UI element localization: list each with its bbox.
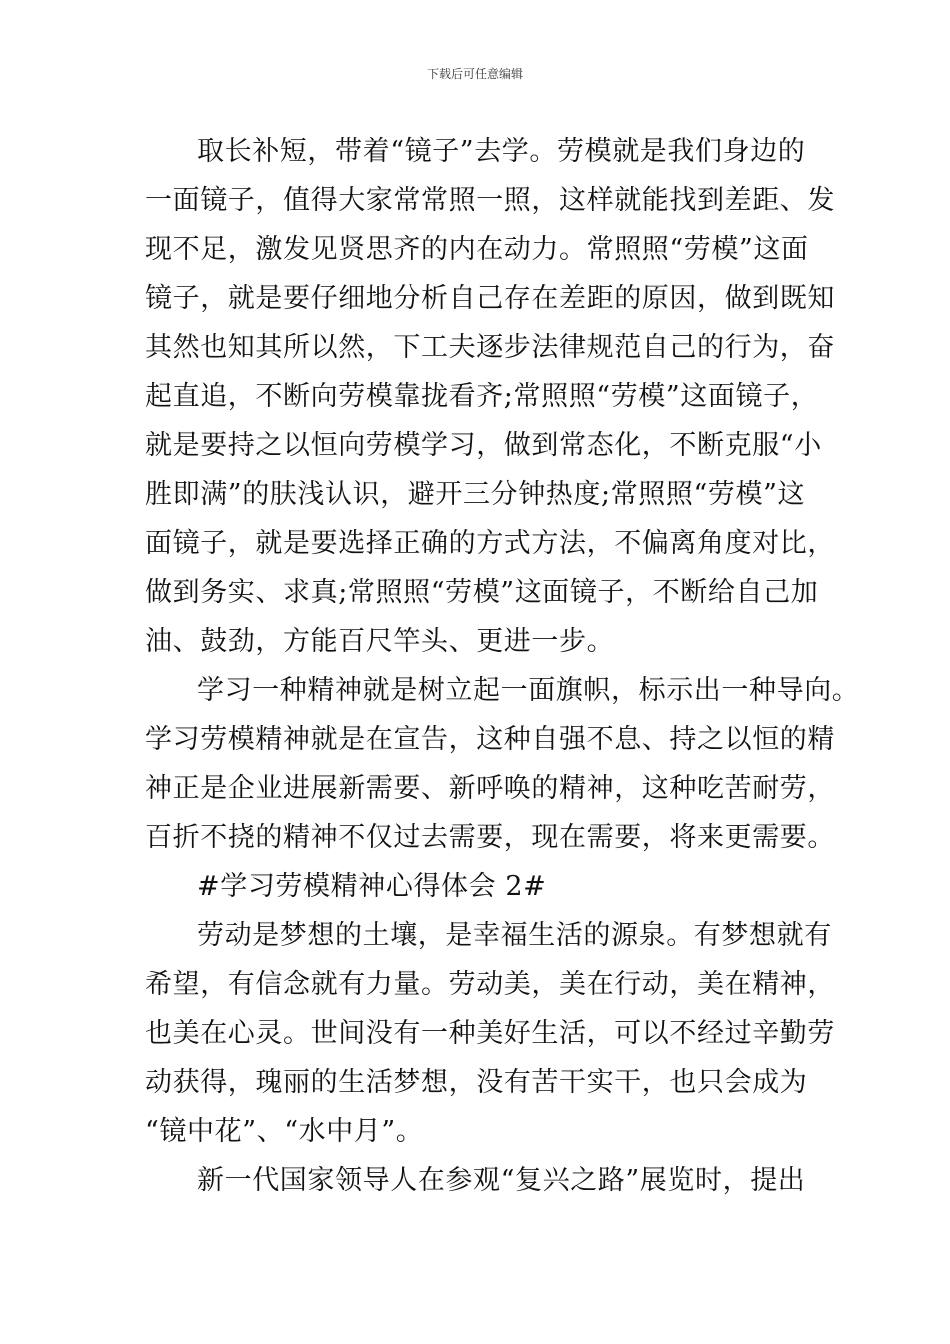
text-line: 一面镜子，值得大家常常照一照，这样就能找到差距、发 bbox=[145, 185, 835, 216]
text-line: 学习劳模精神就是在宣告，这种自强不息、持之以恒的精 bbox=[145, 724, 835, 755]
text-line: 就是要持之以恒向劳模学习，做到常态化，不断克服“小 bbox=[145, 430, 822, 461]
text-line: 希望，有信念就有力量。劳动美，美在行动，美在精神， bbox=[145, 969, 835, 1000]
page-header: 下载后可任意编辑 bbox=[426, 67, 523, 81]
paragraph-learning-from-models bbox=[145, 127, 835, 666]
text-line: 神正是企业进展新需要、新呼唤的精神，这种吃苦耐劳， bbox=[145, 773, 835, 804]
text-line: 学习一种精神就是树立起一面旗帜，标示出一种导向。 bbox=[197, 675, 860, 706]
text-line: 新一代国家领导人在参观“复兴之路”展览时，提出 bbox=[197, 1165, 806, 1196]
section-title: #学习劳模精神心得体会 2# bbox=[197, 871, 547, 902]
text-line: 胜即满”的肤浅认识，避开三分钟热度;常照照“劳模”这 bbox=[145, 479, 806, 510]
section-heading bbox=[145, 862, 825, 911]
text-line: 油、鼓劲，方能百尺竿头、更进一步。 bbox=[145, 626, 615, 657]
document-body bbox=[145, 127, 860, 1205]
text-line: 面镜子，就是要选择正确的方式方法，不偏离角度对比， bbox=[145, 528, 835, 559]
text-line: 百折不挠的精神不仅过去需要，现在需要，将来更需要。 bbox=[145, 822, 835, 853]
text-line: 起直追，不断向劳模靠拢看齐;常照照“劳模”这面镜子， bbox=[145, 381, 819, 412]
text-line: 也美在心灵。世间没有一种美好生活，可以不经过辛勤劳 bbox=[145, 1018, 835, 1049]
paragraph-labor-dream bbox=[145, 911, 835, 1156]
text-line: 现不足，激发见贤思齐的内在动力。常照照“劳模”这面 bbox=[145, 234, 809, 265]
text-line: “镜中花”、“水中月”。 bbox=[145, 1116, 424, 1147]
text-line: 做到务实、求真;常照照“劳模”这面镜子，不断给自己加 bbox=[145, 577, 819, 608]
text-line: 劳动是梦想的土壤，是幸福生活的源泉。有梦想就有 bbox=[197, 920, 832, 951]
text-line: 取长补短，带着“镜子”去学。劳模就是我们身边的 bbox=[197, 136, 806, 167]
text-line: 其然也知其所以然，下工夫逐步法律规范自己的行为，奋 bbox=[145, 332, 835, 363]
text-line: 镜子，就是要仔细地分析自己存在差距的原因，做到既知 bbox=[145, 283, 835, 314]
paragraph-spirit-banner bbox=[145, 666, 860, 862]
text-line: 动获得，瑰丽的生活梦想，没有苦干实干，也只会成为 bbox=[145, 1067, 808, 1098]
paragraph-leaders-visit bbox=[145, 1156, 825, 1205]
